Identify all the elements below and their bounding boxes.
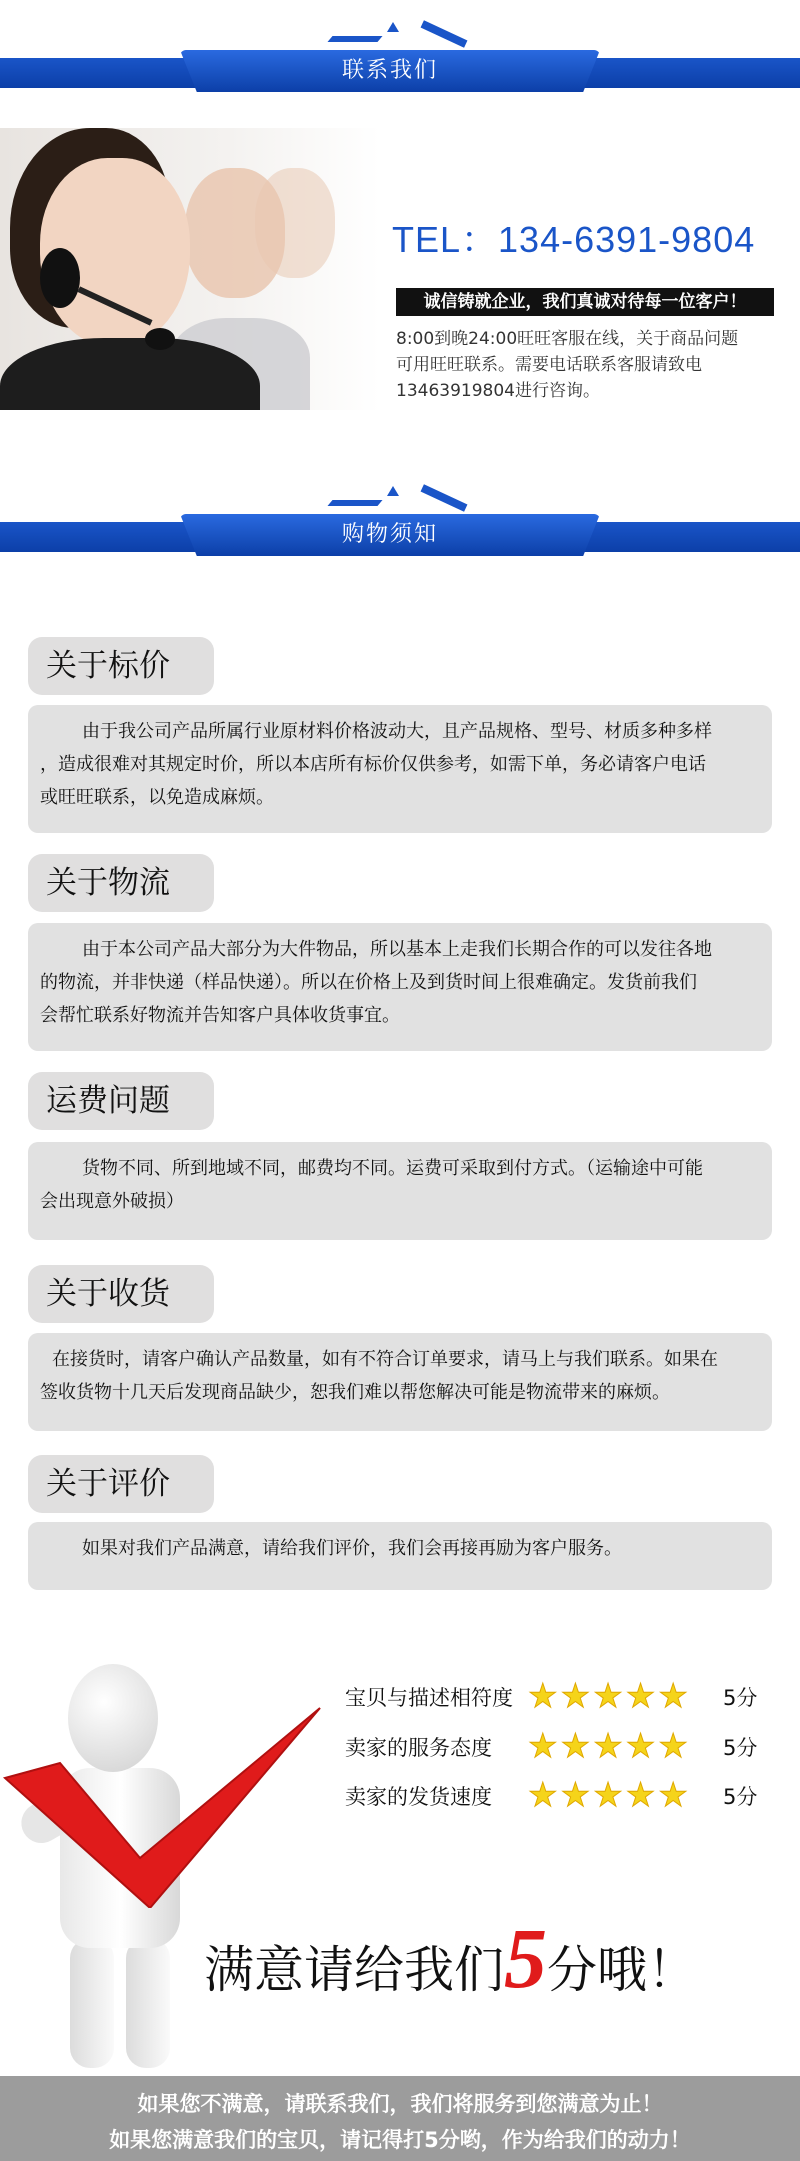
- notice-line: 的物流，并非快递（样品快递）。所以在价格上及到货时间上很难确定。发货前我们: [40, 972, 697, 993]
- checkmark-icon: [0, 1688, 330, 1908]
- shopping-banner: [0, 464, 800, 564]
- message-suffix: 分哦！: [547, 1941, 697, 1999]
- notice-line: 会出现意外破损）: [40, 1191, 184, 1212]
- contact-banner-title: 联系我们: [341, 58, 438, 83]
- message-prefix: 满意请给我们: [204, 1941, 504, 1999]
- notice-body-logistics: [28, 923, 772, 1051]
- star-icon: ★: [658, 1775, 688, 1814]
- notice-body-review: [28, 1522, 772, 1590]
- star-icon: ★: [528, 1676, 558, 1715]
- star-icon: ★: [528, 1726, 558, 1765]
- rating-label: 卖家的发货速度: [345, 1785, 492, 1809]
- star-icon: ★: [658, 1726, 688, 1765]
- footer-line: 如果您不满意，请联系我们，我们将服务到您满意为止！: [137, 2092, 663, 2116]
- footer-line: 如果您满意我们的宝贝，请记得打5分哟，作为给我们的动力！: [109, 2128, 691, 2152]
- notice-line: ，造成很难对其规定时价，所以本店所有标价仅供参考，如需下单，务必请客户电话: [40, 754, 706, 775]
- rating-score: 5分: [723, 1736, 758, 1760]
- banner-decoration: [327, 500, 382, 506]
- star-icon: ★: [625, 1726, 656, 1765]
- star-icon: ★: [560, 1726, 591, 1765]
- star-icon: ★: [528, 1775, 558, 1814]
- rating-label: 卖家的服务态度: [345, 1736, 492, 1760]
- phone-number: TEL：134-6391-9804: [392, 219, 756, 260]
- shopping-banner-title: 购物须知: [341, 522, 438, 547]
- banner-decoration: [327, 36, 382, 42]
- notice-line: 由于我公司产品所属行业原材料价格波动大，且产品规格、型号、材质多种多样: [82, 721, 712, 742]
- star-icon: ★: [560, 1775, 591, 1814]
- banner-decoration: [387, 486, 399, 496]
- star-icon: ★: [593, 1676, 623, 1715]
- notice-line: 或旺旺联系，以免造成麻烦。: [40, 787, 274, 808]
- rating-row: [345, 1775, 765, 1815]
- banner-decoration: [421, 484, 468, 512]
- notice-line: 货物不同、所到地域不同，邮费均不同。运费可采取到付方式。（运输途中可能: [82, 1158, 703, 1179]
- star-icon: ★: [560, 1676, 591, 1715]
- notice-title-price: 关于标价: [28, 637, 214, 695]
- notice-title-receiving: 关于收货: [28, 1265, 214, 1323]
- service-line: 13463919804进行咨询。: [396, 381, 600, 401]
- notice-line: 在接货时，请客户确认产品数量，如有不符合订单要求，请马上与我们联系。如果在: [52, 1349, 718, 1370]
- star-icon: ★: [658, 1676, 688, 1715]
- rating-score: 5分: [723, 1686, 758, 1710]
- notice-title-logistics: 关于物流: [28, 854, 214, 912]
- mascot-figure: [0, 1648, 340, 2088]
- message-number: 5: [504, 1910, 547, 2006]
- rating-request-message: [204, 1908, 697, 2008]
- rating-stars: [528, 1676, 688, 1716]
- contact-banner: [0, 0, 800, 100]
- notice-body-receiving: [28, 1333, 772, 1431]
- star-icon: ★: [593, 1726, 623, 1765]
- notice-title-review: 关于评价: [28, 1455, 214, 1513]
- notice-title-shipping-fee: 运费问题: [28, 1072, 214, 1130]
- slogan: 诚信铸就企业，我们真诚对待每一位客户！: [396, 288, 774, 316]
- notice-body-shipping-fee: [28, 1142, 772, 1240]
- notice-line: 签收货物十几天后发现商品缺少，恕我们难以帮您解决可能是物流带来的麻烦。: [40, 1382, 670, 1403]
- rating-row: [345, 1676, 765, 1716]
- rating-stars: [528, 1775, 688, 1815]
- notice-line: 如果对我们产品满意，请给我们评价，我们会再接再励为客户服务。: [82, 1538, 622, 1559]
- notice-line: 会帮忙联系好物流并告知客户具体收货事宜。: [40, 1005, 400, 1026]
- star-icon: ★: [625, 1775, 656, 1814]
- headset-icon: [40, 248, 80, 308]
- service-line: 8:00到晚24:00旺旺客服在线，关于商品问题: [396, 329, 739, 349]
- banner-decoration: [421, 20, 468, 48]
- star-icon: ★: [593, 1775, 623, 1814]
- banner-decoration: [387, 22, 399, 32]
- service-line: 可用旺旺联系。需要电话联系客服请致电: [396, 355, 702, 375]
- footer: [0, 2076, 800, 2161]
- notice-body-price: [28, 705, 772, 833]
- rating-stars: [528, 1726, 688, 1766]
- rating-label: 宝贝与描述相符度: [345, 1686, 513, 1710]
- service-hours: [396, 326, 776, 404]
- rating-row: [345, 1726, 765, 1766]
- notice-line: 由于本公司产品大部分为大件物品，所以基本上走我们长期合作的可以发往各地: [82, 939, 712, 960]
- star-icon: ★: [625, 1676, 656, 1715]
- customer-service-photo: [0, 128, 380, 410]
- rating-score: 5分: [723, 1785, 758, 1809]
